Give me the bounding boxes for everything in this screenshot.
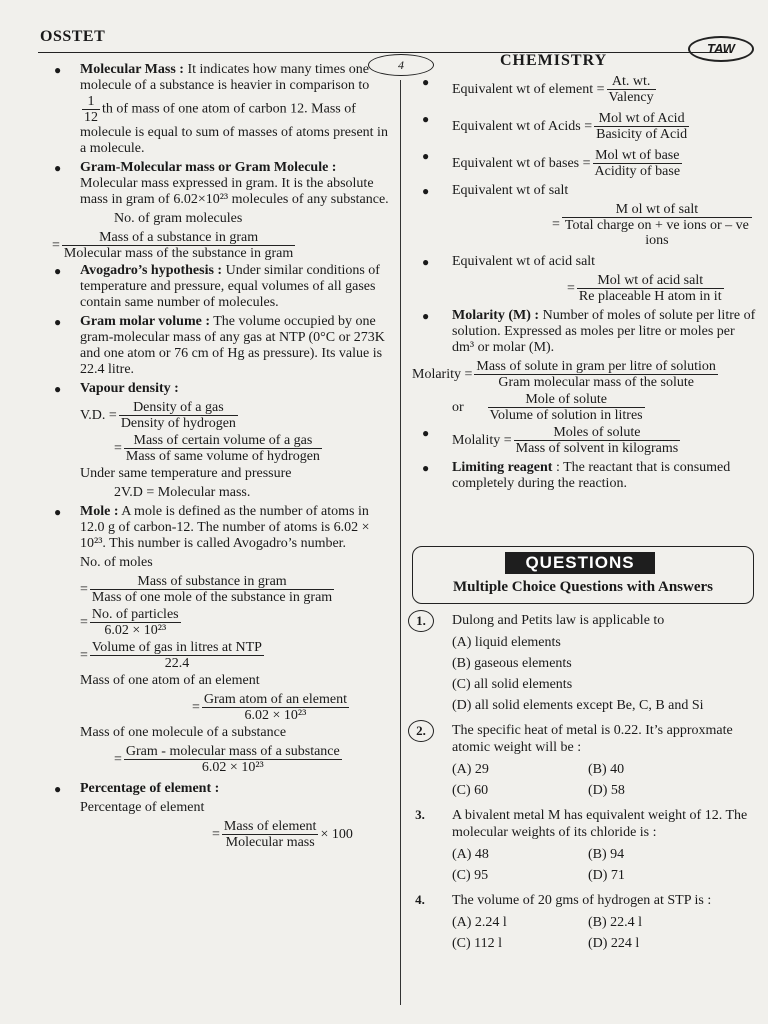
mole-text: A mole is defined as the number of atoms in 12.0 g of carbon-12. The number of atoms is 6.02 × 10²³. This number is called Avogadro’s number. xyxy=(80,504,370,551)
question-text: The specific heat of metal is 0.22. It’s approxmate atomic weight will be : xyxy=(452,723,733,755)
option: (D) 224 l xyxy=(588,936,640,951)
question-text: The volume of 20 gms of hydrogen at STP is : xyxy=(452,893,712,908)
limiting-reagent-text: : The reactant that is consumed completely during the reaction. xyxy=(452,460,731,491)
question-item xyxy=(408,612,758,714)
vapour-density-result: 2V.D = Molecular mass. xyxy=(114,485,251,500)
question-options xyxy=(452,761,758,799)
option: (D) 71 xyxy=(588,868,625,883)
limiting-reagent-title: Limiting reagent xyxy=(452,460,553,475)
option: (B) 22.4 l xyxy=(588,915,643,930)
one-twelfth-fraction: $\frac{1}{12}$ xyxy=(84,94,98,125)
mole-section xyxy=(52,504,392,552)
subject-title: CHEMISTRY xyxy=(500,52,608,69)
vapour-density-condition: Under same temperature and pressure xyxy=(80,466,292,481)
vapour-density-formula-2: = $\frac{\text{Mass of certain volume of a gas}}{\text{Mass of same volume of hydrogen}}$ xyxy=(114,433,320,464)
question-item xyxy=(408,807,758,884)
gram-molecules-formula: = $\frac{\text{Mass of a substance in gram}}{\text{Molecular mass of the substance in gram}}$ xyxy=(52,230,294,261)
molecular-mass-title: Molecular Mass : xyxy=(80,62,184,77)
eq-wt-element: ● Equivalent wt of element = $\frac{At. wt.}{\text{Valency}}$ xyxy=(412,74,757,105)
mass-one-atom-formula: = $\frac{\text{Gram atom of an element}}{\text{6.02 × 10²³}}$ xyxy=(192,692,347,723)
moles-formula-2: = $\frac{\text{No. of particles}}{\text{6.02 × 10²³}}$ xyxy=(80,607,179,638)
option: (D) 58 xyxy=(588,783,625,798)
question-options xyxy=(452,846,758,884)
eq-wt-acid-salt-label: ● Equivalent wt of acid salt xyxy=(412,254,757,270)
percentage-label: Percentage of element xyxy=(80,800,205,815)
header-rule xyxy=(38,52,728,53)
molarity-title: Molarity (M) : xyxy=(452,308,540,323)
option: (C) 60 xyxy=(452,783,489,798)
gram-molecular-mass-text: Molecular mass expressed in gram. It is the absolute mass in gram of 6.02×10²³ molecules of any substance. xyxy=(80,176,389,207)
eq-wt-acids: ● Equivalent wt of Acids = $\frac{\text{Mol wt of Acid}}{\text{Basicity of Acid}}$ xyxy=(412,111,757,142)
option: (A) liquid elements xyxy=(452,635,561,650)
moles-formula-3: = $\frac{\text{Volume of gas in litres at NTP}}{22.4}$ xyxy=(80,640,262,671)
mass-one-molecule-formula: = $\frac{\text{Gram - molecular mass of a substance}}{\text{6.02 × 10²³}}$ xyxy=(114,744,340,775)
publisher-logo: TAW xyxy=(688,36,754,62)
molecular-mass-text-2: th of mass of one atom of carbon 12. Mass of molecule is equal to sum of masses of atoms present in a molecule. xyxy=(80,101,388,156)
avogadro-text: Under similar conditions of temperature and pressure, equal volumes of all gases contain same number of molecules. xyxy=(80,263,380,310)
vapour-density-section xyxy=(52,381,392,397)
option: (C) 112 l xyxy=(452,936,503,951)
eq-wt-salt-formula: = $\frac{\text{M ol wt of salt}}{\text{Total charge on + ve ions or – ve ions}}$ xyxy=(412,202,757,248)
question-item xyxy=(408,892,758,952)
limiting-reagent-section xyxy=(412,460,757,492)
option: (C) 95 xyxy=(452,868,489,883)
molarity-section xyxy=(412,308,757,356)
question-number: 1. xyxy=(408,610,434,632)
mass-one-atom-label: Mass of one atom of an element xyxy=(80,673,260,688)
option: (B) 40 xyxy=(588,762,625,777)
molarity-text: Number of moles of solute per litre of solution. Expressed as moles per litre or moles per dm³ or molar (M). xyxy=(452,308,756,355)
page-number: 4 xyxy=(368,54,434,76)
molarity-formula-1: Molarity = $\frac{\text{Mass of solute in gram per litre of solution}}{\text{Gram molecular mass of the solute}}$ xyxy=(412,359,716,390)
question-item xyxy=(408,722,758,799)
option: (A) 2.24 l xyxy=(452,915,507,930)
mass-one-molecule-label: Mass of one molecule of a substance xyxy=(80,725,287,740)
eq-wt-salt-label: ● Equivalent wt of salt xyxy=(412,183,757,199)
questions-label: QUESTIONS xyxy=(505,552,655,574)
mole-title: Mole : xyxy=(80,504,119,519)
gram-molar-volume-text: The volume occupied by one gram-molecular mass of any gas at NTP (0°C or 273K and one atom or 76 cm of Hg as pressure). Its value is 22.4 litre. xyxy=(80,314,385,377)
vapour-density-formula-1: V.D. = $\frac{\text{Density of a gas}}{\text{Density of hydrogen}}$ xyxy=(80,400,236,431)
question-text: Dulong and Petits law is applicable to xyxy=(452,613,665,628)
moles-formula-1: = $\frac{\text{Mass of substance in gram}}{\text{Mass of one mole of the substance in gram}}$ xyxy=(80,574,333,605)
gram-molar-volume-title: Gram molar volume : xyxy=(80,314,210,329)
right-column xyxy=(412,74,757,495)
left-column xyxy=(52,62,392,852)
percentage-title: Percentage of element : xyxy=(80,781,220,796)
gram-molecular-mass-section xyxy=(52,160,392,208)
molecular-mass-text: It indicates how many times one molecule of a substance is heavier in comparison to xyxy=(80,62,370,93)
gram-molar-volume-section xyxy=(52,314,392,378)
eq-wt-acid-salt-formula: = $\frac{\text{Mol wt of acid salt}}{\text{Re placeable H atom in it}}$ xyxy=(567,273,722,304)
option: (C) all solid elements xyxy=(452,677,573,692)
question-options xyxy=(452,634,758,714)
no-of-moles-label: No. of moles xyxy=(80,555,153,570)
molecular-mass-section xyxy=(52,62,392,157)
avogadro-title: Avogadro’s hypothesis : xyxy=(80,263,223,278)
column-divider xyxy=(400,80,401,1005)
percentage-formula: = $\frac{\text{Mass of element}}{\text{Molecular mass}}$ × 100 xyxy=(212,819,353,850)
question-number: 3. xyxy=(415,807,425,822)
eq-wt-bases: ● Equivalent wt of bases = $\frac{\text{Mol wt of base}}{\text{Acidity of base}}$ xyxy=(412,148,757,179)
molality-formula: ● Molality = $\frac{\text{Moles of solute}}{\text{Mass of solvent in kilograms}}$ xyxy=(412,425,757,456)
questions-list xyxy=(408,612,758,956)
gram-molecular-mass-title: Gram-Molecular mass or Gram Molecule : xyxy=(80,160,337,175)
gram-molecules-label: No. of gram molecules xyxy=(114,211,243,226)
option: (B) gaseous elements xyxy=(452,656,572,671)
question-number: 4. xyxy=(415,892,425,907)
exam-title: OSSTET xyxy=(40,28,106,45)
vapour-density-title: Vapour density : xyxy=(80,381,179,396)
option: (A) 48 xyxy=(452,847,489,862)
question-number: 2. xyxy=(408,720,434,742)
molarity-formula-2: or $\frac{\text{Mole of solute}}{\text{Volume of solution in litres}}$ xyxy=(452,392,643,423)
avogadro-section xyxy=(52,263,392,311)
option: (A) 29 xyxy=(452,762,489,777)
question-text: A bivalent metal M has equivalent weight of 12. The molecular weights of its chloride is : xyxy=(452,808,748,840)
option: (D) all solid elements except Be, C, B and Si xyxy=(452,698,704,713)
question-options xyxy=(452,914,758,952)
option: (B) 94 xyxy=(588,847,625,862)
questions-subtitle: Multiple Choice Questions with Answers xyxy=(452,579,713,595)
percentage-section xyxy=(52,781,392,797)
